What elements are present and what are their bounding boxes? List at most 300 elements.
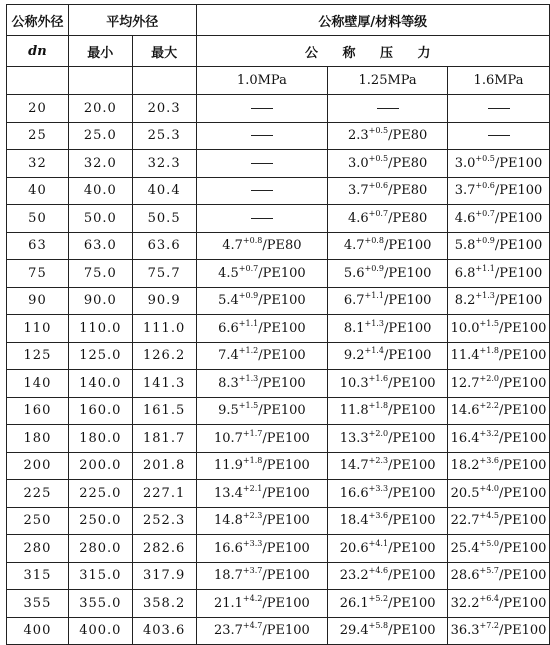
cell-max-od: 20.3: [132, 95, 196, 123]
cell-max-od: 403.6: [132, 617, 196, 645]
wall-thickness: 16.4: [450, 430, 480, 446]
cell-dn: 200: [7, 452, 69, 480]
tolerance: +1.1: [475, 263, 495, 273]
tolerance: +0.9: [238, 291, 259, 301]
tolerance: +0.6: [475, 181, 495, 191]
tolerance: +4.7: [242, 621, 263, 631]
cell-wall-2: [328, 425, 448, 453]
cell-dn: 75: [7, 260, 69, 288]
cell-wall-3: [448, 590, 550, 618]
material-grade: /PE100: [262, 485, 310, 501]
cell-max-od: 227.1: [132, 480, 196, 508]
tolerance: +5.7: [479, 566, 499, 576]
wall-thickness: 26.1: [339, 595, 369, 611]
cell-max-od: 181.7: [132, 425, 196, 453]
tolerance: +1.5: [238, 401, 259, 411]
tolerance: +0.8: [242, 236, 263, 246]
dash-mark: [251, 108, 273, 109]
tolerance: +2.1: [242, 483, 263, 493]
cell-wall-2: [328, 480, 448, 508]
material-grade: /PE100: [498, 430, 547, 446]
cell-wall-3: [448, 287, 550, 315]
tolerance: +1.4: [364, 346, 384, 356]
cell-wall-2: [328, 287, 448, 315]
cell-dn: 355: [7, 590, 69, 618]
material-grade: /PE100: [388, 485, 436, 501]
cell-min-od: 160.0: [68, 397, 132, 425]
material-grade: /PE80: [388, 155, 428, 171]
wall-thickness: 22.7: [450, 513, 480, 529]
cell-max-od: 63.6: [132, 232, 196, 260]
tolerance: +1.3: [238, 373, 259, 383]
wall-thickness: 8.3: [218, 375, 239, 391]
cell-min-od: 355.0: [68, 590, 132, 618]
material-grade: /PE100: [498, 485, 547, 501]
wall-thickness: 10.3: [339, 375, 369, 391]
material-grade: /PE100: [388, 513, 436, 529]
wall-thickness: 4.7: [343, 238, 365, 254]
tolerance: +1.2: [238, 346, 259, 356]
cell-dn: 20: [7, 95, 69, 123]
spec-table-container: [6, 4, 550, 645]
tolerance: +0.5: [368, 153, 389, 163]
table-row: [7, 535, 550, 563]
cell-min-od: 140.0: [68, 370, 132, 398]
wall-thickness: 5.4: [218, 293, 239, 309]
cell-min-od: 90.0: [68, 287, 132, 315]
wall-thickness: 18.2: [450, 458, 480, 474]
wall-thickness: 3.7: [347, 183, 369, 199]
cell-dn: 125: [7, 342, 69, 370]
material-grade: /PE100: [498, 375, 547, 391]
cell-min-od: 125.0: [68, 342, 132, 370]
header-pressure-2: 1.25MPa: [328, 67, 448, 95]
tolerance: +4.0: [479, 483, 499, 493]
material-grade: /PE100: [383, 238, 432, 254]
header-pressure-1: 1.0MPa: [196, 67, 328, 95]
cell-min-od: 180.0: [68, 425, 132, 453]
wall-thickness: 3.0: [454, 155, 476, 171]
material-grade: /PE100: [388, 403, 436, 419]
material-grade: /PE100: [498, 568, 547, 584]
cell-wall-1: [196, 95, 328, 123]
wall-thickness: 4.6: [454, 210, 476, 226]
cell-min-od: 32.0: [68, 150, 132, 178]
table-row: [7, 452, 550, 480]
cell-dn: 250: [7, 507, 69, 535]
wall-thickness: 14.7: [339, 458, 369, 474]
cell-wall-2: [328, 95, 448, 123]
cell-max-od: 252.3: [132, 507, 196, 535]
dash-mark: [251, 163, 273, 164]
material-grade: /PE100: [383, 348, 432, 364]
cell-wall-1: [196, 480, 328, 508]
cell-wall-2: [328, 562, 448, 590]
tolerance: +2.3: [368, 456, 389, 466]
cell-max-od: 25.3: [132, 122, 196, 150]
material-grade: /PE100: [383, 265, 432, 281]
tolerance: +1.1: [364, 291, 384, 301]
cell-dn: 400: [7, 617, 69, 645]
cell-max-od: 75.7: [132, 260, 196, 288]
cell-wall-2: [328, 315, 448, 343]
cell-wall-3: [448, 177, 550, 205]
table-row: [7, 95, 550, 123]
tolerance: +2.3: [242, 511, 263, 521]
material-grade: /PE100: [258, 293, 306, 309]
table-row: [7, 562, 550, 590]
cell-wall-1: [196, 150, 328, 178]
cell-min-od: 20.0: [68, 95, 132, 123]
header-pressure: 公 称 压 力: [196, 36, 549, 67]
wall-thickness: 11.8: [339, 403, 369, 419]
cell-wall-1: [196, 535, 328, 563]
cell-wall-3: [448, 452, 550, 480]
cell-dn: 315: [7, 562, 69, 590]
tolerance: +7.2: [479, 621, 499, 631]
cell-max-od: 161.5: [132, 397, 196, 425]
tolerance: +3.3: [242, 538, 263, 548]
cell-dn: 50: [7, 205, 69, 233]
cell-dn: 40: [7, 177, 69, 205]
wall-thickness: 29.4: [339, 623, 369, 639]
table-row: [7, 177, 550, 205]
cell-max-od: 201.8: [132, 452, 196, 480]
table-row: [7, 287, 550, 315]
wall-thickness: 7.4: [218, 348, 239, 364]
material-grade: /PE100: [262, 513, 310, 529]
tolerance: +1.3: [364, 318, 384, 328]
cell-wall-3: [448, 507, 550, 535]
wall-thickness: 32.2: [450, 595, 480, 611]
cell-min-od: 40.0: [68, 177, 132, 205]
cell-wall-2: [328, 617, 448, 645]
table-row: [7, 590, 550, 618]
material-grade: /PE100: [494, 210, 543, 226]
cell-wall-3: [448, 342, 550, 370]
tolerance: +1.8: [242, 456, 263, 466]
cell-wall-3: [448, 370, 550, 398]
wall-thickness: 21.1: [213, 595, 243, 611]
tolerance: +2.0: [479, 373, 499, 383]
cell-min-od: 25.0: [68, 122, 132, 150]
cell-dn: 32: [7, 150, 69, 178]
cell-dn: 110: [7, 315, 69, 343]
wall-thickness: 4.5: [218, 265, 239, 281]
table-row: [7, 480, 550, 508]
material-grade: /PE100: [262, 430, 310, 446]
cell-wall-3: [448, 535, 550, 563]
cell-wall-3: [448, 562, 550, 590]
table-row: [7, 260, 550, 288]
wall-thickness: 6.6: [218, 320, 239, 336]
tolerance: +1.1: [238, 318, 259, 328]
cell-max-od: 317.9: [132, 562, 196, 590]
cell-wall-2: [328, 232, 448, 260]
cell-dn: 63: [7, 232, 69, 260]
wall-thickness: 9.2: [343, 348, 365, 364]
table-row: [7, 122, 550, 150]
cell-wall-1: [196, 232, 328, 260]
tolerance: +5.8: [368, 621, 389, 631]
header-pressure-3: 1.6MPa: [448, 67, 550, 95]
cell-wall-3: [448, 260, 550, 288]
table-row: [7, 150, 550, 178]
tolerance: +4.6: [368, 566, 389, 576]
cell-wall-1: [196, 425, 328, 453]
table-row: [7, 397, 550, 425]
wall-thickness: 20.6: [339, 540, 369, 556]
table-row: [7, 315, 550, 343]
cell-min-od: 225.0: [68, 480, 132, 508]
material-grade: /PE100: [388, 458, 436, 474]
pipe-spec-table: [6, 4, 550, 645]
wall-thickness: 11.4: [450, 348, 480, 364]
wall-thickness: 11.9: [213, 458, 243, 474]
cell-wall-2: [328, 342, 448, 370]
cell-wall-3: [448, 617, 550, 645]
material-grade: /PE100: [262, 540, 310, 556]
tolerance: +1.6: [368, 373, 389, 383]
material-grade: /PE80: [388, 210, 428, 226]
wall-thickness: 13.3: [339, 430, 369, 446]
wall-thickness: 4.7: [222, 238, 243, 254]
cell-min-od: 200.0: [68, 452, 132, 480]
table-row: [7, 370, 550, 398]
cell-wall-3: [448, 150, 550, 178]
wall-thickness: 25.4: [450, 540, 480, 556]
cell-max-od: 90.9: [132, 287, 196, 315]
material-grade: /PE100: [383, 293, 432, 309]
material-grade: /PE100: [262, 458, 310, 474]
table-row: [7, 425, 550, 453]
wall-thickness: 16.6: [339, 485, 369, 501]
wall-thickness: 13.4: [213, 485, 243, 501]
wall-thickness: 10.7: [213, 430, 243, 446]
table-row: [7, 232, 550, 260]
cell-max-od: 282.6: [132, 535, 196, 563]
wall-thickness: 18.7: [213, 568, 243, 584]
cell-dn: 25: [7, 122, 69, 150]
wall-thickness: 9.5: [218, 403, 239, 419]
wall-thickness: 18.4: [339, 513, 369, 529]
cell-wall-2: [328, 150, 448, 178]
material-grade: /PE80: [388, 128, 428, 144]
cell-wall-1: [196, 287, 328, 315]
tolerance: +3.6: [368, 511, 389, 521]
cell-wall-2: [328, 205, 448, 233]
cell-min-od: 280.0: [68, 535, 132, 563]
material-grade: /PE100: [262, 623, 310, 639]
material-grade: /PE100: [262, 595, 310, 611]
wall-thickness: 6.8: [454, 265, 476, 281]
header-dn: dn: [7, 36, 69, 67]
tolerance: +0.5: [475, 153, 495, 163]
cell-min-od: 250.0: [68, 507, 132, 535]
wall-thickness: 23.2: [339, 568, 369, 584]
wall-thickness: 14.8: [213, 513, 243, 529]
wall-thickness: 3.7: [454, 183, 476, 199]
cell-max-od: 40.4: [132, 177, 196, 205]
cell-dn: 140: [7, 370, 69, 398]
material-grade: /PE100: [498, 595, 547, 611]
material-grade: /PE100: [258, 320, 306, 336]
table-row: [7, 617, 550, 645]
tolerance: +5.0: [479, 538, 499, 548]
cell-wall-1: [196, 370, 328, 398]
tolerance: +1.7: [242, 428, 263, 438]
table-body: [7, 95, 550, 645]
tolerance: +3.6: [479, 456, 499, 466]
cell-wall-2: [328, 260, 448, 288]
material-grade: /PE100: [388, 540, 436, 556]
cell-wall-3: [448, 205, 550, 233]
material-grade: /PE100: [388, 595, 436, 611]
tolerance: +3.3: [368, 483, 389, 493]
cell-wall-3: [448, 95, 550, 123]
header-wall-grade: 公称壁厚/材料等级: [196, 5, 549, 36]
table-row: [7, 507, 550, 535]
header-nominal-od: 公称外径: [7, 5, 69, 36]
cell-wall-2: [328, 507, 448, 535]
tolerance: +0.7: [368, 208, 389, 218]
wall-thickness: 3.0: [347, 155, 369, 171]
cell-wall-3: [448, 425, 550, 453]
cell-dn: 225: [7, 480, 69, 508]
material-grade: /PE100: [494, 183, 543, 199]
cell-min-od: 63.0: [68, 232, 132, 260]
material-grade: /PE100: [262, 568, 310, 584]
material-grade: /PE100: [388, 430, 436, 446]
tolerance: +2.0: [368, 428, 389, 438]
header-min: 最小: [68, 36, 132, 67]
tolerance: +4.1: [368, 538, 389, 548]
tolerance: +0.6: [368, 181, 389, 191]
material-grade: /PE100: [388, 375, 436, 391]
dash-mark: [377, 108, 399, 109]
material-grade: /PE100: [494, 238, 543, 254]
dash-mark: [251, 135, 273, 136]
wall-thickness: 5.8: [454, 238, 476, 254]
cell-wall-1: [196, 260, 328, 288]
cell-max-od: 126.2: [132, 342, 196, 370]
cell-wall-1: [196, 590, 328, 618]
material-grade: /PE100: [498, 320, 547, 336]
cell-wall-3: [448, 397, 550, 425]
cell-wall-2: [328, 535, 448, 563]
material-grade: /PE100: [498, 403, 547, 419]
material-grade: /PE100: [498, 513, 547, 529]
cell-max-od: 111.0: [132, 315, 196, 343]
header-max: 最大: [132, 36, 196, 67]
cell-wall-1: [196, 452, 328, 480]
wall-thickness: 5.6: [343, 265, 365, 281]
material-grade: /PE100: [383, 320, 432, 336]
cell-wall-1: [196, 205, 328, 233]
cell-wall-1: [196, 617, 328, 645]
cell-dn: 90: [7, 287, 69, 315]
tolerance: +0.7: [238, 263, 259, 273]
material-grade: /PE100: [498, 458, 547, 474]
tolerance: +5.2: [368, 593, 389, 603]
table-row: [7, 342, 550, 370]
material-grade: /PE100: [258, 375, 306, 391]
cell-dn: 280: [7, 535, 69, 563]
wall-thickness: 36.3: [450, 623, 480, 639]
tolerance: +0.8: [364, 236, 384, 246]
wall-thickness: 16.6: [213, 540, 243, 556]
cell-wall-2: [328, 397, 448, 425]
tolerance: +1.8: [479, 346, 499, 356]
material-grade: /PE100: [498, 348, 547, 364]
tolerance: +0.9: [364, 263, 384, 273]
cell-min-od: 315.0: [68, 562, 132, 590]
material-grade: /PE100: [258, 265, 306, 281]
wall-thickness: 10.0: [450, 320, 480, 336]
cell-wall-1: [196, 315, 328, 343]
header-mean-od: 平均外径: [68, 5, 196, 36]
cell-wall-2: [328, 452, 448, 480]
cell-wall-1: [196, 177, 328, 205]
cell-wall-1: [196, 507, 328, 535]
tolerance: +3.2: [479, 428, 499, 438]
cell-dn: 160: [7, 397, 69, 425]
wall-thickness: 14.6: [450, 403, 480, 419]
cell-wall-3: [448, 480, 550, 508]
cell-wall-2: [328, 177, 448, 205]
cell-max-od: 358.2: [132, 590, 196, 618]
wall-thickness: 23.7: [213, 623, 243, 639]
cell-wall-2: [328, 370, 448, 398]
dash-mark: [251, 190, 273, 191]
wall-thickness: 6.7: [343, 293, 365, 309]
material-grade: /PE100: [258, 348, 306, 364]
cell-wall-1: [196, 397, 328, 425]
dash-mark: [488, 135, 510, 136]
tolerance: +1.3: [475, 291, 495, 301]
material-grade: /PE80: [388, 183, 428, 199]
material-grade: /PE100: [494, 265, 543, 281]
tolerance: +0.9: [475, 236, 495, 246]
cell-wall-3: [448, 122, 550, 150]
material-grade: /PE100: [388, 623, 436, 639]
wall-thickness: 12.7: [450, 375, 480, 391]
wall-thickness: 2.3: [347, 128, 369, 144]
cell-min-od: 50.0: [68, 205, 132, 233]
tolerance: +1.5: [479, 318, 499, 328]
cell-max-od: 141.3: [132, 370, 196, 398]
material-grade: /PE100: [498, 623, 547, 639]
tolerance: +3.7: [242, 566, 263, 576]
material-grade: /PE100: [258, 403, 306, 419]
tolerance: +6.4: [479, 593, 499, 603]
tolerance: +0.5: [368, 126, 389, 136]
cell-wall-2: [328, 590, 448, 618]
wall-thickness: 8.2: [454, 293, 476, 309]
material-grade: /PE100: [494, 293, 543, 309]
tolerance: +4.5: [479, 511, 499, 521]
cell-min-od: 110.0: [68, 315, 132, 343]
dash-mark: [488, 108, 510, 109]
cell-min-od: 400.0: [68, 617, 132, 645]
cell-wall-1: [196, 342, 328, 370]
material-grade: /PE100: [498, 540, 547, 556]
cell-wall-1: [196, 562, 328, 590]
cell-dn: 180: [7, 425, 69, 453]
tolerance: +2.2: [479, 401, 499, 411]
dash-mark: [251, 218, 273, 219]
material-grade: /PE100: [494, 155, 543, 171]
